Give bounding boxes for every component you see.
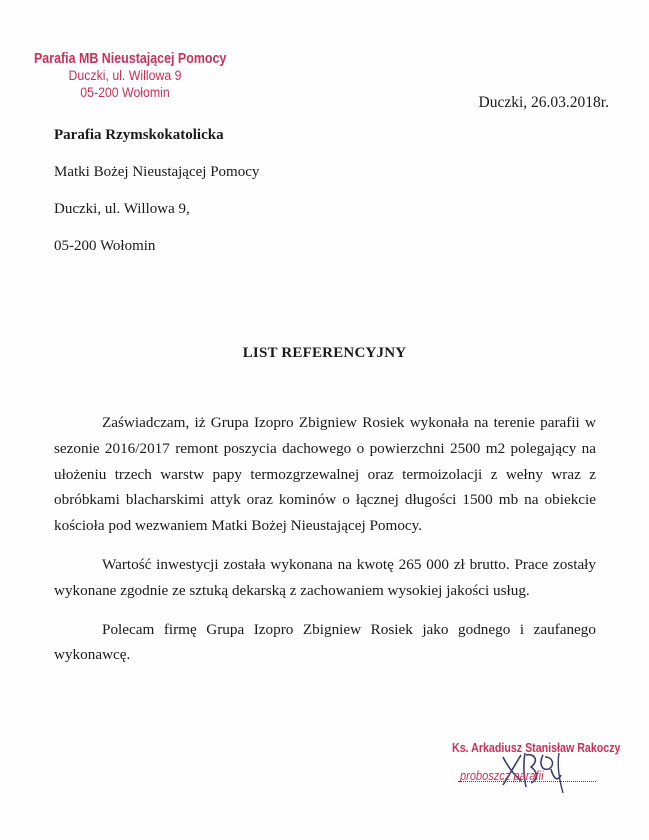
stamp-parish-name: Parafia MB Nieustającej Pomocy: [34, 50, 227, 67]
letter-title: LIST REFERENCYJNY: [242, 345, 407, 361]
letter-body: [54, 410, 596, 681]
signature-role: proboszcz parafii: [460, 768, 544, 783]
body-paragraph-2: Wartość inwestycji została wykonana na kwotę 265 000 zł brutto. Prace zostały wykonane zgodnie ze sztuką dekarską z zachowaniem wysokiej jakości usług.: [54, 555, 596, 599]
stamp-street: Duczki, ul. Willowa 9: [68, 67, 182, 83]
recipient-line-4: 05-200 Wołomin: [54, 238, 156, 254]
recipient-line-1: Parafia Rzymskokatolicka: [54, 127, 224, 143]
signature-name: Ks. Arkadiusz Stanisław Rakoczy: [452, 740, 621, 755]
stamp-postal: 05-200 Wołomin: [80, 84, 170, 100]
body-paragraph-3: Polecam firmę Grupa Izopro Zbigniew Rosiek jako godnego i zaufanego wykonawcę.: [54, 620, 596, 664]
recipient-address: [54, 126, 259, 274]
recipient-line-2: Matki Bożej Nieustającej Pomocy: [54, 164, 260, 180]
signature-dotted-line: [458, 781, 596, 782]
recipient-line-3: Duczki, ul. Willowa 9,: [54, 201, 190, 217]
letter-date: Duczki, 26.03.2018r.: [478, 94, 609, 111]
body-paragraph-1: Zaświadczam, iż Grupa Izopro Zbigniew Rosiek wykonała na terenie parafii w sezonie 2016/2017 remont poszycia dachowego o powierzchni 2500 m2 polegający na ułożeniu trzech warstw papy termozgrzewalnej oraz termoizolacji z wełny wraz z obróbkami blacharskimi attyk oraz kominów o łącznej długości 1500 mb na obiekcie kościoła pod wezwaniem Matki Bożej Nieustającej Pomocy.: [54, 414, 596, 535]
parish-stamp: [30, 50, 227, 101]
signature-block: [440, 735, 630, 805]
